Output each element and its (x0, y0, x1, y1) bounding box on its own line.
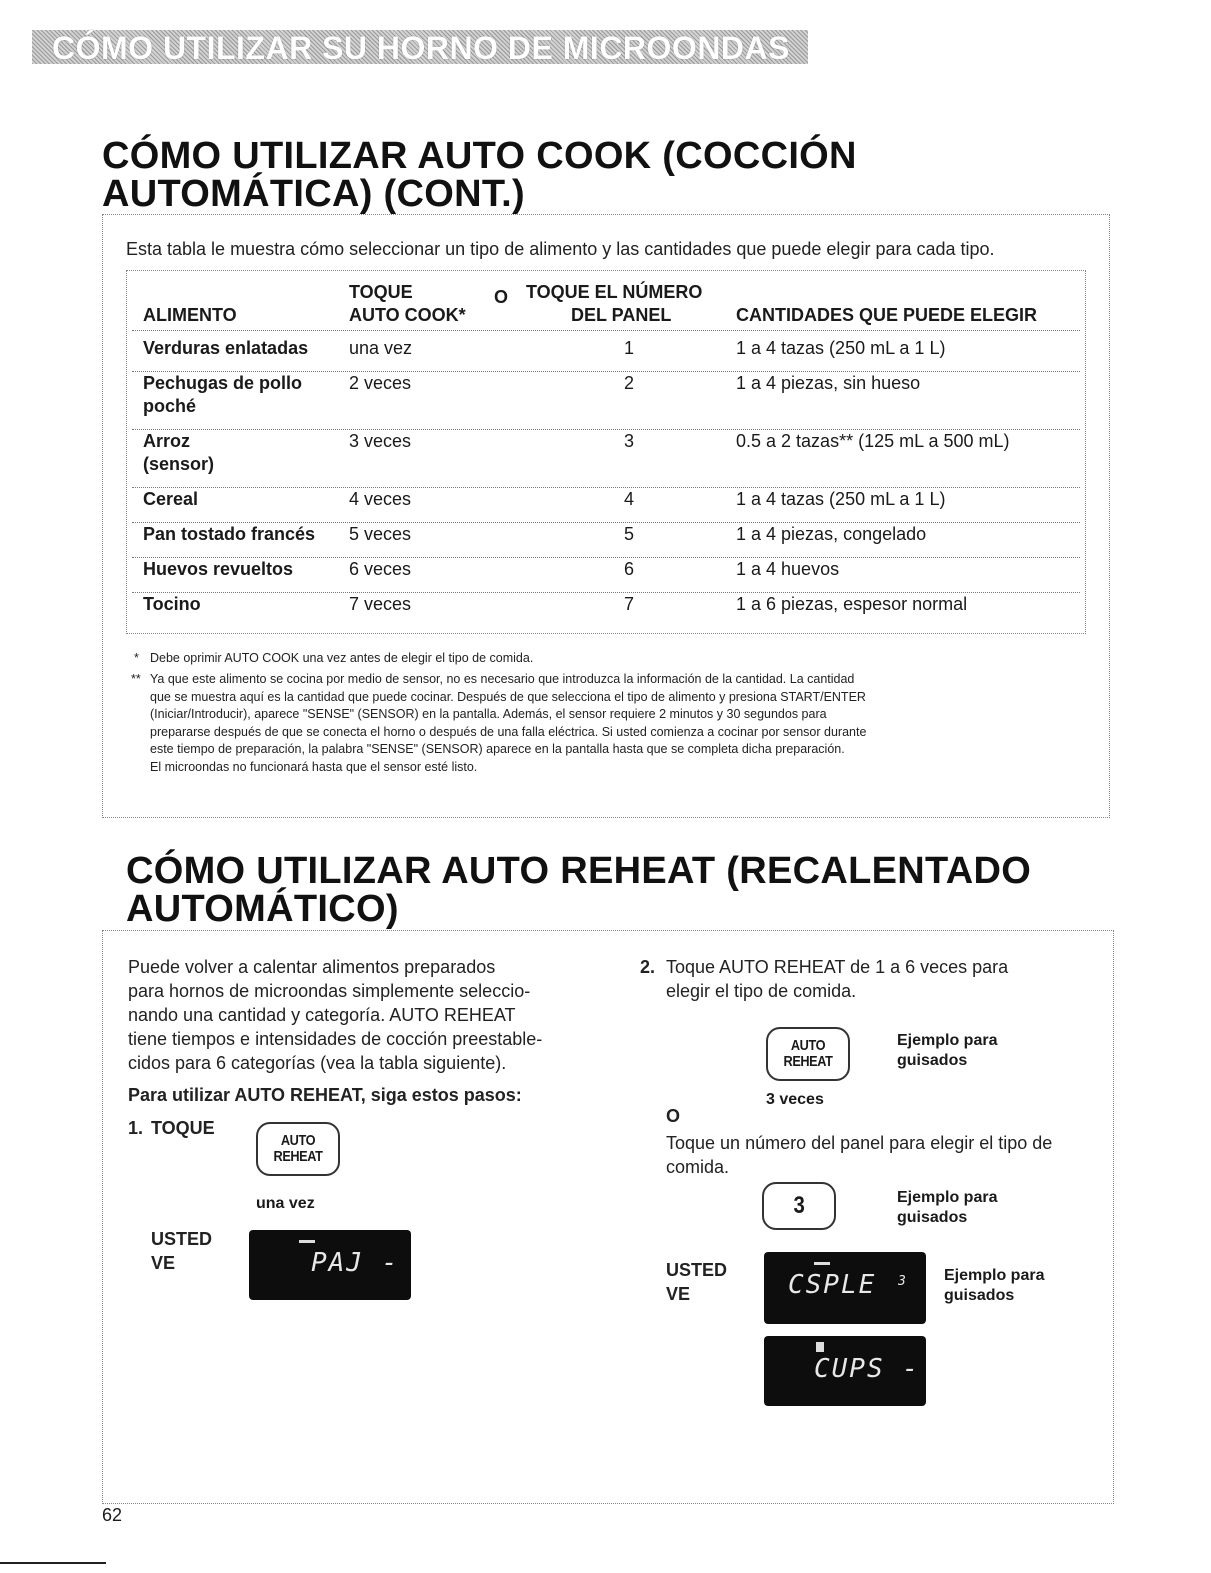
table-row (132, 522, 1080, 558)
col-header-touch-line2: AUTO COOK* (349, 305, 466, 325)
you-see-label-2-line2: VE (666, 1284, 691, 1304)
steps-heading: Para utilizar AUTO REHEAT, siga estos pasos: (128, 1085, 522, 1105)
alternative-line: comida. (666, 1157, 730, 1177)
example-label-2-line1: Ejemplo para (897, 1189, 998, 1206)
footnote2-mark: ** (131, 672, 141, 686)
intro-line: tiene tiempos e intensidades de cocción preestable- (128, 1029, 543, 1049)
row-food: Huevos revueltos (143, 559, 294, 579)
example-label-1-line2: guisados (897, 1052, 968, 1069)
auto-cook-title-line1: CÓMO UTILIZAR AUTO COOK (COCCIÓN (102, 135, 857, 177)
auto-reheat-intro (128, 955, 542, 1075)
row-quantity: 1 a 4 piezas, congelado (736, 524, 927, 544)
display-text-3: CUPS - (814, 1354, 920, 1384)
auto-reheat-button-line2: REHEAT (273, 1148, 323, 1165)
you-see-label-1-line2: VE (151, 1253, 176, 1273)
display-text-1: PAJ - (311, 1248, 400, 1278)
row-touch: una vez (349, 338, 413, 358)
col-header-number-line2: DEL PANEL (571, 305, 672, 325)
row-food: Pechugas de pollo (143, 373, 303, 393)
step1-number: 1. (128, 1118, 144, 1138)
row-quantity: 0.5 a 2 tazas** (125 mL a 500 mL) (736, 431, 1010, 451)
display-text-2-sub: 3 (898, 1274, 906, 1289)
intro-line: cidos para 6 categorías (vea la tabla siguiente). (128, 1053, 507, 1073)
row-touch: 7 veces (349, 594, 412, 614)
row-food-line2: poché (143, 396, 197, 416)
col-header-quantities: CANTIDADES QUE PUEDE ELEGIR (736, 305, 1038, 325)
or-separator: O (666, 1106, 681, 1126)
col-header-number-line1: TOQUE EL NÚMERO (526, 282, 703, 302)
intro-line: Puede volver a calentar alimentos preparados (128, 957, 496, 977)
number-3-button[interactable] (762, 1182, 836, 1230)
auto-reheat-title-line2: AUTOMÁTICO) (126, 888, 399, 930)
auto-cook-intro: Esta tabla le muestra cómo seleccionar un tipo de alimento y las cantidades que puede elegir para cada tipo. (126, 239, 995, 259)
display-text-2: CSPLE (788, 1270, 877, 1300)
page-number: 62 (102, 1505, 123, 1525)
col-header-touch-line1: TOQUE (349, 282, 413, 302)
footnote1-mark: * (134, 651, 139, 665)
step2-caption: 3 veces (766, 1091, 824, 1108)
footnote1: Debe oprimir AUTO COOK una vez antes de elegir el tipo de comida. (150, 651, 534, 665)
display-readout-2 (764, 1252, 926, 1324)
table-row (132, 557, 1080, 593)
footnote2-line: Ya que este alimento se cocina por medio de sensor, no es necesario que introduzca la información de la cantidad. La cantidad (150, 672, 855, 686)
row-quantity: 1 a 4 tazas (250 mL a 1 L) (736, 338, 946, 358)
number-3-button-label: 3 (793, 1192, 805, 1219)
step2-line: elegir el tipo de comida. (666, 981, 857, 1001)
auto-reheat-button-example[interactable] (766, 1027, 850, 1081)
display-indicator (299, 1240, 315, 1243)
bottom-rule (0, 1562, 106, 1564)
step2-text (666, 955, 1008, 1003)
table-row (132, 371, 1080, 430)
col-header-food: ALIMENTO (143, 305, 237, 325)
table-row (132, 429, 1080, 488)
step2-number: 2. (640, 957, 656, 977)
intro-line: para hornos de microondas simplemente seleccio- (128, 981, 531, 1001)
display-indicator-2 (814, 1262, 830, 1265)
row-number: 7 (624, 594, 635, 614)
footnote2-line: El microondas no funcionará hasta que el sensor esté listo. (150, 759, 478, 774)
display-indicator-3 (816, 1342, 824, 1352)
row-touch: 5 veces (349, 524, 412, 544)
footnote2-line: que se muestra aquí es la cantidad que puede cocinar. Después de que selecciona el tipo de alimento y presiona START/ENTER (150, 689, 866, 704)
example-label-2-line2: guisados (897, 1209, 968, 1226)
row-food: Tocino (143, 594, 201, 614)
auto-reheat-title-line1: CÓMO UTILIZAR AUTO REHEAT (RECALENTADO (126, 850, 1032, 892)
example-label-1-line1: Ejemplo para (897, 1032, 998, 1049)
row-food: Verduras enlatadas (143, 338, 309, 358)
step1-caption: una vez (256, 1195, 315, 1212)
footnote2-line: este tiempo de preparación, la palabra "SENSE" (SENSOR) aparece en la pantalla hasta que se completa dicha preparación. (150, 742, 845, 756)
row-quantity: 1 a 4 tazas (250 mL a 1 L) (736, 489, 946, 509)
footnote2-line: (Iniciar/Introducir), aparece "SENSE" (SENSOR) en la pantalla. Además, el sensor requiere 2 minutos y 30 segundos para (150, 707, 827, 721)
row-food: Cereal (143, 489, 199, 509)
table-row (132, 592, 1080, 627)
row-number: 5 (624, 524, 635, 544)
step2-line: Toque AUTO REHEAT de 1 a 6 veces para (666, 957, 1009, 977)
row-number: 2 (624, 373, 635, 393)
row-touch: 2 veces (349, 373, 412, 393)
example-label-3-line2: guisados (944, 1287, 1015, 1304)
example-label-3-line1: Ejemplo para (944, 1267, 1045, 1284)
row-number: 4 (624, 489, 635, 509)
row-food: Arroz (143, 431, 191, 451)
auto-reheat-button-example-line2: REHEAT (783, 1053, 833, 1070)
table-row (132, 487, 1080, 523)
row-touch: 6 veces (349, 559, 412, 579)
section-header-text: CÓMO UTILIZAR SU HORNO DE MICROONDAS (52, 30, 790, 66)
alternative-text (666, 1131, 1052, 1179)
row-number: 1 (624, 338, 635, 358)
row-quantity: 1 a 4 piezas, sin hueso (736, 373, 921, 393)
step1-label: TOQUE (151, 1118, 215, 1138)
col-header-or: O (494, 287, 509, 307)
auto-reheat-button-line1: AUTO (280, 1132, 316, 1149)
row-quantity: 1 a 6 piezas, espesor normal (736, 594, 968, 614)
row-touch: 3 veces (349, 431, 412, 451)
alternative-line: Toque un número del panel para elegir el tipo de (666, 1133, 1053, 1153)
auto-reheat-button-example-line1: AUTO (790, 1037, 826, 1054)
you-see-label-1-line1: USTED (151, 1229, 213, 1249)
row-food: Pan tostado francés (143, 524, 316, 544)
display-readout-1 (249, 1230, 411, 1300)
row-number: 3 (624, 431, 635, 451)
header-divider (132, 330, 1080, 331)
auto-cook-title-line2: AUTOMÁTICA) (CONT.) (102, 173, 525, 215)
intro-line: nando una cantidad y categoría. AUTO REHEAT (128, 1005, 516, 1025)
row-number: 6 (624, 559, 635, 579)
table-row (132, 336, 1080, 372)
display-readout-3 (764, 1336, 926, 1406)
you-see-label-2-line1: USTED (666, 1260, 728, 1280)
footnote2-line: prepararse después de que se conecta el horno o después de una falla eléctrica. Si usted comienza a cocinar por sensor durante (150, 724, 867, 739)
footnote2 (150, 671, 1095, 776)
auto-reheat-button[interactable] (256, 1122, 340, 1176)
row-touch: 4 veces (349, 489, 412, 509)
row-food-line2: (sensor) (143, 454, 215, 474)
row-quantity: 1 a 4 huevos (736, 559, 840, 579)
